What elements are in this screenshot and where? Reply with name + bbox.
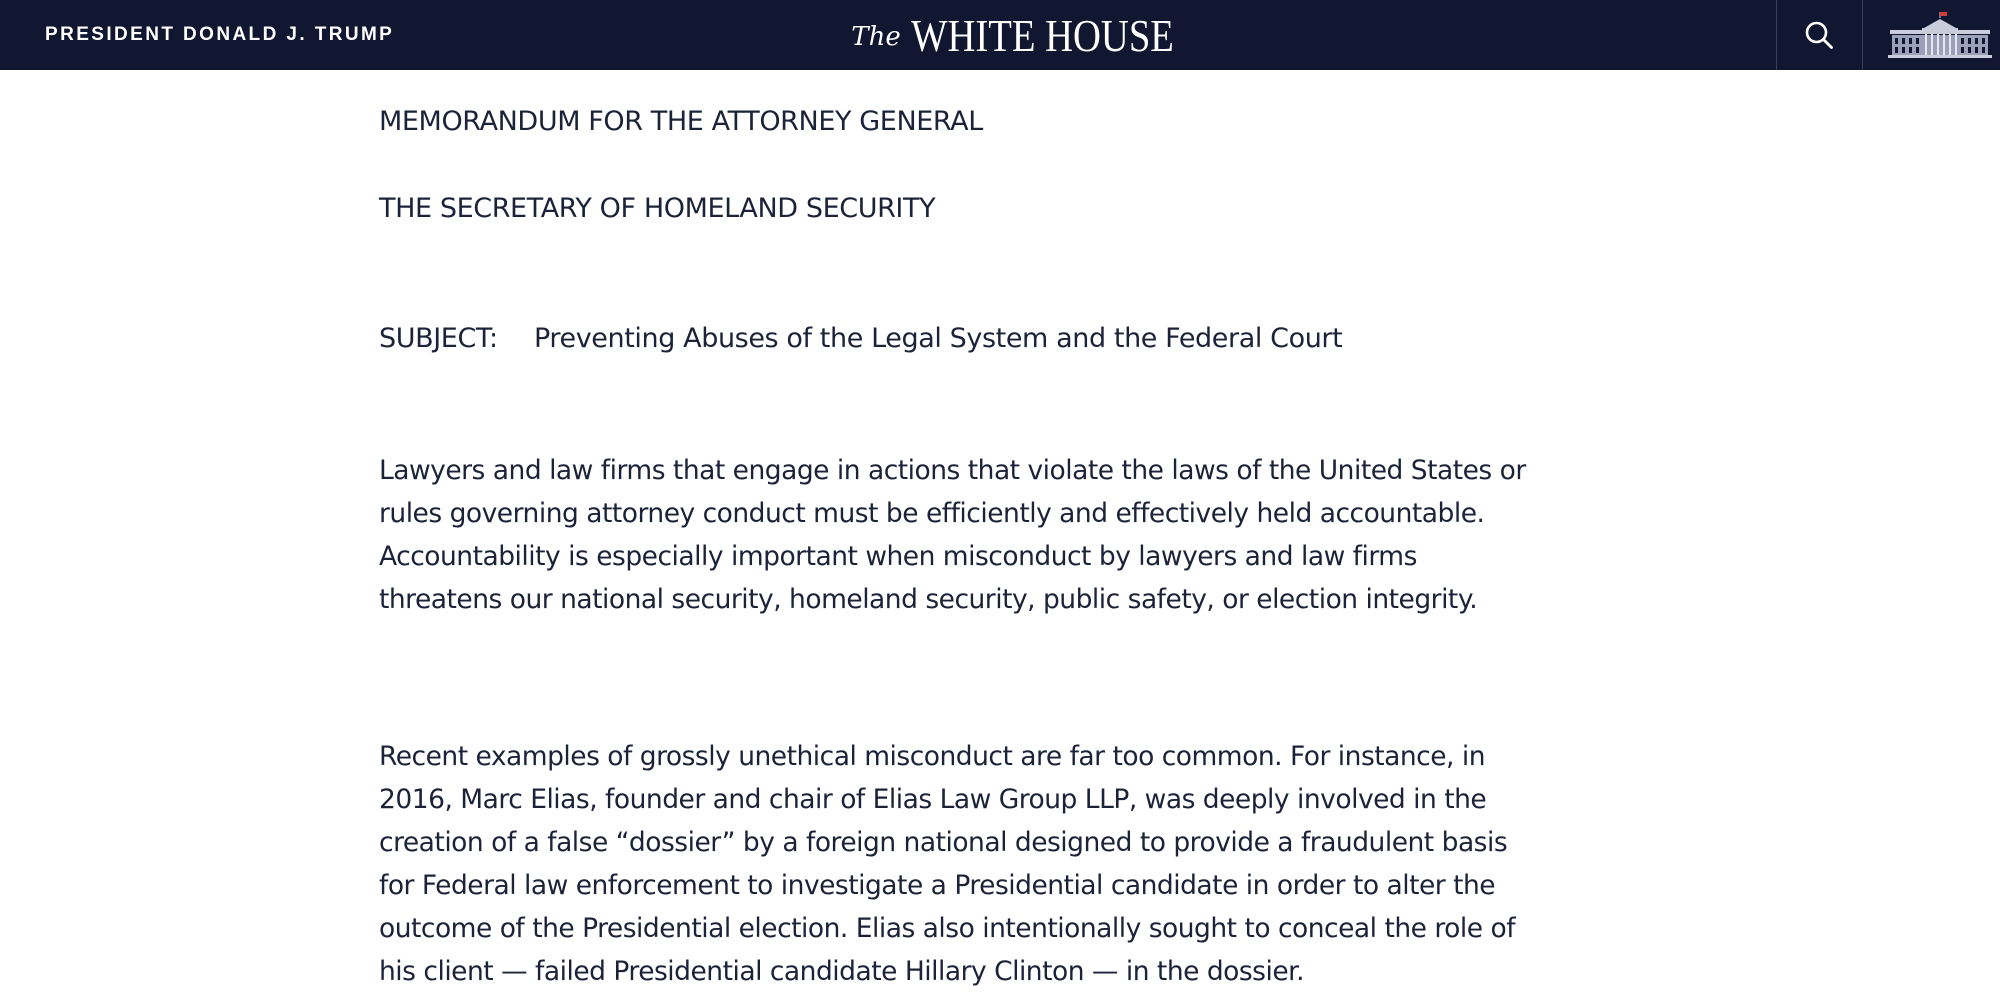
brand-prefix: The [851,22,901,52]
header-divider [1862,0,1863,70]
president-link[interactable]: PRESIDENT DONALD J. TRUMP [45,24,395,45]
memo-subject [379,323,1342,354]
memo-paragraph-1: Lawyers and law firms that engage in actions that violate the laws of the United States or rules governing attorney conduct must be efficiently and effectively held accountable. Accountability is especially important when misconduct by lawyers and law firms threatens our national security, homeland security, public safety, or election integrity. [379,455,1526,615]
subject-label: SUBJECT: [379,323,498,354]
search-button[interactable] [1776,0,1862,70]
site-header [0,0,2000,70]
subject-text: Preventing Abuses of the Legal System and the Federal Court [534,323,1343,354]
search-icon [1804,20,1834,50]
white-house-home-link[interactable] [800,0,1200,70]
memo-recipient-attorney-general: MEMORANDUM FOR THE ATTORNEY GENERAL [379,106,983,137]
white-house-building-icon[interactable] [1888,10,1992,60]
memo-recipient-homeland-security: THE SECRETARY OF HOMELAND SECURITY [379,193,936,224]
memo-paragraph-2: Recent examples of grossly unethical misconduct are far too common. For instance, in 2016, Marc Elias, founder and chair of Elias Law Group LLP, was deeply involved in the creation of a false “dossier” by a foreign national designed to provide a fraudulent basis for Federal law enforcement to investigate a Presidential candidate in order to alter the outcome of the Presidential election. Elias also intentionally sought to conceal the role of his client — failed Presidential candidate Hillary Clinton — in the dossier. [379,741,1516,987]
brand-name: WHITE HOUSE [910,9,1174,61]
